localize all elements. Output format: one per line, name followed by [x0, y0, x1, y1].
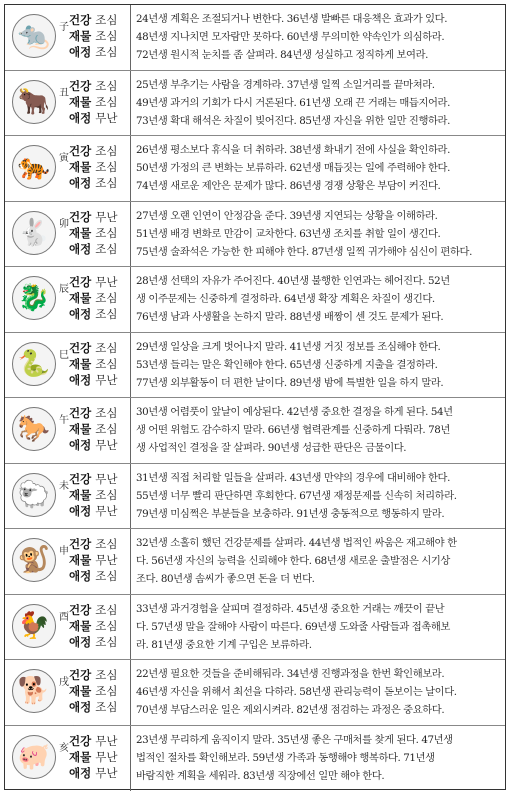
fortune-line: 생 어떤 위험도 감수하지 말라. 66년생 협력관계를 신중하게 다뤄라. 78년 — [136, 424, 450, 436]
category-label: 애정 — [69, 438, 92, 452]
row-header — [5, 333, 131, 398]
fortune-line: 48년생 지나치면 모자람만 못하다. 60년생 무의미한 약속인가 의심하라. — [136, 31, 445, 43]
fortune-categories — [69, 78, 127, 126]
fortune-line: 31년생 직접 처리할 일들을 살펴라. 43년생 만약의 경우에 대비해야 한다. — [136, 471, 450, 484]
fortune-category — [69, 733, 127, 749]
horoscope-row — [5, 71, 505, 137]
fortune-line: 46년생 자신을 위해서 최선을 다하라. 58년생 관리능력이 돋보이는 날이다. — [136, 686, 457, 698]
fortune-category — [69, 471, 127, 487]
row-header — [5, 529, 131, 594]
zodiac-glyph: 🐇 — [17, 217, 51, 248]
category-value: 조심 — [95, 307, 118, 321]
horoscope-row — [5, 529, 505, 595]
fortune-line: 33년생 과거경험을 살피며 결정하라. 45년생 중요한 거래는 깨끗이 끝난 — [136, 602, 445, 615]
category-value: 무난 — [95, 372, 118, 387]
category-value: 무난 — [95, 438, 118, 452]
fortune-text — [136, 272, 500, 326]
fortune-category — [69, 209, 127, 225]
zodiac-glyph: 🐍 — [17, 348, 51, 379]
fortune-line: 51년생 배경 변화로 만감이 교차한다. 63년생 조치를 취할 일이 생긴다. — [136, 227, 441, 240]
fortune-category — [69, 568, 127, 584]
row-header — [5, 5, 131, 70]
category-label: 재물 — [69, 29, 92, 43]
category-label: 재물 — [69, 618, 92, 633]
fortune-category — [69, 94, 127, 110]
fortune-category — [69, 306, 127, 322]
fortune-line: 라. 81년생 중요한 기계 구입은 보류하라. — [136, 638, 312, 651]
fortune-line: 72년생 원시적 눈치를 좀 살펴라. 84년생 성실하고 정직하게 보여라. — [136, 49, 429, 61]
fortune-line: 26년생 평소보다 휴식을 더 취하라. 38년생 화내기 전에 사실을 확인하라. — [136, 144, 450, 156]
category-label: 애정 — [69, 372, 92, 387]
horoscope-row — [5, 267, 505, 333]
category-label: 건강 — [69, 13, 92, 27]
category-value: 조심 — [95, 291, 118, 305]
category-value: 무난 — [95, 733, 118, 748]
zodiac-glyph: 🐅 — [17, 152, 51, 182]
category-value: 무난 — [95, 765, 118, 780]
category-label: 애정 — [69, 45, 92, 59]
fortune-text — [136, 10, 500, 64]
row-header — [5, 267, 131, 332]
category-label: 애정 — [69, 700, 92, 714]
fortune-line: 24년생 계획은 조절되거나 변한다. 36년생 발빠른 대응책은 효과가 있다. — [136, 13, 448, 25]
fortune-category — [69, 602, 127, 618]
fortune-line: 77년생 외부활동이 더 편한 날이다. 89년생 밤에 특별한 일을 하지 말라. — [136, 376, 444, 389]
row-header — [5, 71, 131, 136]
fortune-category — [69, 44, 127, 60]
fortune-category — [69, 28, 127, 44]
category-label: 건강 — [69, 78, 92, 93]
fortune-text — [136, 141, 500, 195]
zodiac-glyph: 🐒 — [17, 545, 51, 575]
horoscope-row — [5, 202, 505, 268]
category-value: 조심 — [95, 144, 118, 158]
category-label: 애정 — [69, 634, 92, 649]
fortune-category — [69, 667, 127, 683]
category-label: 건강 — [69, 406, 92, 420]
category-value: 조심 — [95, 13, 118, 27]
fortune-line: 50년생 가정의 큰 변화는 보류하라. 62년생 매듭짓는 일에 주력해야 한다. — [136, 162, 450, 174]
category-label: 재물 — [69, 553, 92, 567]
category-value: 조심 — [95, 537, 118, 551]
category-label: 재물 — [69, 356, 92, 371]
category-value: 조심 — [95, 225, 118, 240]
category-label: 애정 — [69, 765, 92, 780]
fortune-categories — [69, 471, 127, 519]
category-value: 무난 — [95, 749, 118, 764]
rooster-icon — [12, 604, 56, 648]
fortune-categories — [69, 143, 127, 191]
category-label: 애정 — [69, 241, 92, 256]
category-value: 조심 — [95, 340, 118, 355]
fortune-line: 28년생 선택의 자유가 주어진다. 40년생 불행한 인연과는 헤어진다. 52년 — [136, 275, 450, 287]
row-header — [5, 726, 131, 792]
category-value: 조심 — [95, 78, 118, 93]
row-header — [5, 660, 131, 725]
category-label: 건강 — [69, 471, 92, 486]
fortune-line: 생 이주문제는 신중하게 결정하라. 64년생 확장 계획은 차질이 생긴다. — [136, 293, 435, 305]
fortune-line: 55년생 너무 빨리 판단하면 후회한다. 67년생 재정문제를 신속히 처리하라. — [136, 489, 457, 502]
fortune-category — [69, 110, 127, 126]
fortune-line: 76년생 남과 사생활을 논하지 말라. 88년생 배짱이 센 것도 문제가 된다. — [136, 311, 444, 323]
horoscope-row — [5, 136, 505, 202]
fortune-categories — [69, 536, 127, 584]
dragon-icon — [12, 276, 56, 320]
fortune-category — [69, 12, 127, 28]
zodiac-glyph: 🐕 — [17, 676, 51, 706]
horoscope-row — [5, 660, 505, 726]
fortune-category — [69, 405, 127, 421]
sheep-icon — [12, 473, 56, 517]
fortune-categories — [69, 733, 127, 781]
fortune-line: 23년생 무리하게 움직이지 말라. 35년생 좋은 구매처를 찾게 된다. 47년생 — [136, 733, 453, 746]
fortune-categories — [69, 340, 127, 388]
category-label: 건강 — [69, 668, 92, 682]
rat-icon — [12, 14, 56, 58]
horoscope-row — [5, 333, 505, 399]
snake-icon — [12, 342, 56, 386]
category-label: 애정 — [69, 503, 92, 518]
fortune-categories — [69, 405, 127, 453]
fortune-line: 바람직한 계획을 세워라. 83년생 직장에선 일만 해야 한다. — [136, 769, 385, 782]
fortune-line: 30년생 어렴풋이 앞날이 예상된다. 42년생 중요한 결정을 하게 된다. 54년 — [136, 406, 453, 418]
fortune-category — [69, 421, 127, 437]
zodiac-glyph: 🐖 — [17, 741, 51, 772]
category-label: 애정 — [69, 307, 92, 321]
fortune-category — [69, 634, 127, 650]
fortune-line: 32년생 소홀히 했던 건강문제를 살펴라. 44년생 법적인 싸움은 재고해야 한 — [136, 537, 457, 549]
fortune-line: 79년생 미심쩍은 부분들을 보충하라. 91년생 충동적으로 행동하지 말라. — [136, 507, 445, 520]
zodiac-glyph: 🐂 — [17, 86, 51, 117]
category-value: 조심 — [95, 668, 118, 682]
category-label: 건강 — [69, 733, 92, 748]
zodiac-character: 未 — [59, 480, 69, 492]
zodiac-character: 亥 — [59, 742, 69, 754]
fortune-category — [69, 290, 127, 306]
fortune-line: 22년생 필요한 것들을 준비해둬라. 34년생 진행과정을 한번 확인해보라. — [136, 668, 445, 680]
fortune-category — [69, 175, 127, 191]
category-value: 무난 — [95, 503, 118, 518]
pig-icon — [12, 735, 56, 779]
category-value: 조심 — [95, 602, 118, 617]
fortune-text — [136, 600, 500, 654]
rabbit-icon — [12, 211, 56, 255]
fortune-category — [69, 437, 127, 453]
fortune-category — [69, 241, 127, 257]
fortune-line: 다. 57년생 말을 잘해야 사람이 따른다. 69년생 도와줄 사람들과 접촉해보 — [136, 620, 450, 633]
category-value: 조심 — [95, 94, 118, 109]
category-label: 건강 — [69, 275, 92, 289]
row-header — [5, 202, 131, 267]
category-label: 건강 — [69, 537, 92, 551]
horoscope-row — [5, 5, 505, 71]
horoscope-row — [5, 464, 505, 530]
horoscope-table — [4, 4, 506, 790]
category-value: 조심 — [95, 422, 118, 436]
fortune-line: 생 사업적인 결정을 잘 살펴라. 90년생 성급한 판단은 금물이다. — [136, 442, 407, 454]
category-value: 조심 — [95, 487, 118, 502]
fortune-text — [136, 207, 500, 261]
category-value: 조심 — [95, 356, 118, 371]
category-value: 조심 — [95, 684, 118, 698]
fortune-category — [69, 143, 127, 159]
category-value: 조심 — [95, 700, 118, 714]
fortune-categories — [69, 602, 127, 650]
category-label: 건강 — [69, 144, 92, 158]
category-value: 조심 — [95, 241, 118, 256]
category-value: 무난 — [95, 110, 118, 125]
category-label: 애정 — [69, 176, 92, 190]
dog-icon — [12, 669, 56, 713]
fortune-category — [69, 683, 127, 699]
fortune-category — [69, 618, 127, 634]
category-value: 조심 — [95, 618, 118, 633]
fortune-category — [69, 749, 127, 765]
ox-icon — [12, 80, 56, 124]
category-value: 조심 — [95, 406, 118, 420]
fortune-category — [69, 699, 127, 715]
fortune-line: 27년생 오랜 인연이 안정감을 준다. 39년생 지연되는 상황을 이해하라. — [136, 209, 438, 222]
fortune-category — [69, 536, 127, 552]
zodiac-character: 巳 — [59, 349, 69, 361]
fortune-category — [69, 503, 127, 519]
fortune-text — [136, 403, 500, 457]
fortune-category — [69, 78, 127, 94]
fortune-category — [69, 765, 127, 781]
zodiac-glyph: 🐉 — [17, 283, 51, 313]
zodiac-character: 辰 — [59, 284, 69, 295]
zodiac-glyph: 🐎 — [17, 414, 51, 444]
category-label: 건강 — [69, 209, 92, 224]
category-label: 건강 — [69, 340, 92, 355]
category-value: 조심 — [95, 45, 118, 59]
row-header — [5, 464, 131, 529]
horoscope-row — [5, 595, 505, 661]
fortune-category — [69, 356, 127, 372]
zodiac-character: 戌 — [59, 677, 69, 688]
category-value: 조심 — [95, 634, 118, 649]
category-label: 재물 — [69, 225, 92, 240]
zodiac-character: 子 — [59, 22, 69, 33]
category-label: 재물 — [69, 160, 92, 174]
horoscope-row — [5, 398, 505, 464]
horse-icon — [12, 407, 56, 451]
fortune-text — [136, 338, 500, 392]
fortune-text — [136, 731, 500, 785]
category-label: 재물 — [69, 749, 92, 764]
fortune-line: 법적인 절차를 확인해보라. 59년생 가족과 동행해야 행복하다. 71년생 — [136, 751, 435, 764]
fortune-categories — [69, 667, 127, 715]
category-label: 애정 — [69, 110, 92, 125]
category-label: 재물 — [69, 684, 92, 698]
fortune-categories — [69, 274, 127, 322]
row-header — [5, 595, 131, 660]
zodiac-character: 申 — [59, 546, 69, 557]
fortune-text — [136, 534, 500, 588]
monkey-icon — [12, 538, 56, 582]
row-header — [5, 136, 131, 201]
fortune-line: 조다. 80년생 솜씨가 좋으면 돈을 더 번다. — [136, 573, 315, 585]
fortune-category — [69, 225, 127, 241]
fortune-line: 53년생 들리는 말은 확인해야 한다. 65년생 신중하게 지출을 결정하라. — [136, 358, 438, 371]
fortune-line: 다. 56년생 자신의 능력을 신뢰해야 한다. 68년생 새로운 출발점은 시기상 — [136, 555, 450, 567]
fortune-line: 29년생 일상을 크게 벗어나지 말라. 41년생 거짓 정보를 조심해야 한다. — [136, 340, 441, 353]
category-label: 재물 — [69, 94, 92, 109]
category-label: 건강 — [69, 602, 92, 617]
fortune-category — [69, 487, 127, 503]
fortune-line: 73년생 확대 해석은 차질이 빚어진다. 85년생 자신을 위한 일만 진행하라. — [136, 114, 450, 127]
fortune-category — [69, 552, 127, 568]
fortune-category — [69, 159, 127, 175]
zodiac-character: 午 — [59, 415, 69, 426]
zodiac-glyph: 🐀 — [17, 21, 51, 51]
horoscope-row — [5, 726, 505, 792]
category-label: 애정 — [69, 569, 92, 583]
zodiac-glyph: 🐓 — [17, 610, 51, 641]
fortune-category — [69, 274, 127, 290]
fortune-line: 75년생 술좌석은 가능한 한 피해야 한다. 87년생 일찍 귀가해야 심신이 편하다. — [136, 245, 472, 258]
zodiac-glyph: 🐑 — [17, 479, 51, 510]
category-label: 재물 — [69, 422, 92, 436]
category-value: 무난 — [95, 471, 118, 486]
fortune-line: 25년생 부추기는 사람을 경계하라. 37년생 일찍 소일거리를 끝마쳐라. — [136, 78, 435, 91]
fortune-text — [136, 665, 500, 719]
category-value: 조심 — [95, 160, 118, 174]
fortune-text — [136, 76, 500, 130]
category-value: 조심 — [95, 176, 118, 190]
zodiac-character: 酉 — [59, 611, 69, 623]
fortune-category — [69, 340, 127, 356]
category-label: 재물 — [69, 487, 92, 502]
zodiac-character: 丑 — [59, 87, 69, 99]
fortune-category — [69, 372, 127, 388]
fortune-line: 49년생 과거의 기회가 다시 거론된다. 61년생 오래 끈 거래는 매듭지어라. — [136, 96, 450, 109]
zodiac-character: 卯 — [59, 218, 69, 230]
category-value: 무난 — [95, 275, 118, 289]
fortune-line: 74년생 새로운 제안은 문제가 많다. 86년생 경쟁 상황은 부담이 커진다. — [136, 180, 441, 192]
category-value: 조심 — [95, 29, 118, 43]
fortune-line: 70년생 부담스러운 일은 제외시켜라. 82년생 점검하는 과정은 중요하다. — [136, 704, 445, 716]
category-value: 조심 — [95, 569, 118, 583]
tiger-icon — [12, 145, 56, 189]
category-label: 재물 — [69, 291, 92, 305]
category-value: 무난 — [95, 209, 118, 224]
fortune-categories — [69, 12, 127, 60]
row-header — [5, 398, 131, 463]
zodiac-character: 寅 — [59, 153, 69, 164]
fortune-text — [136, 469, 500, 523]
fortune-categories — [69, 209, 127, 257]
category-value: 무난 — [95, 553, 118, 567]
